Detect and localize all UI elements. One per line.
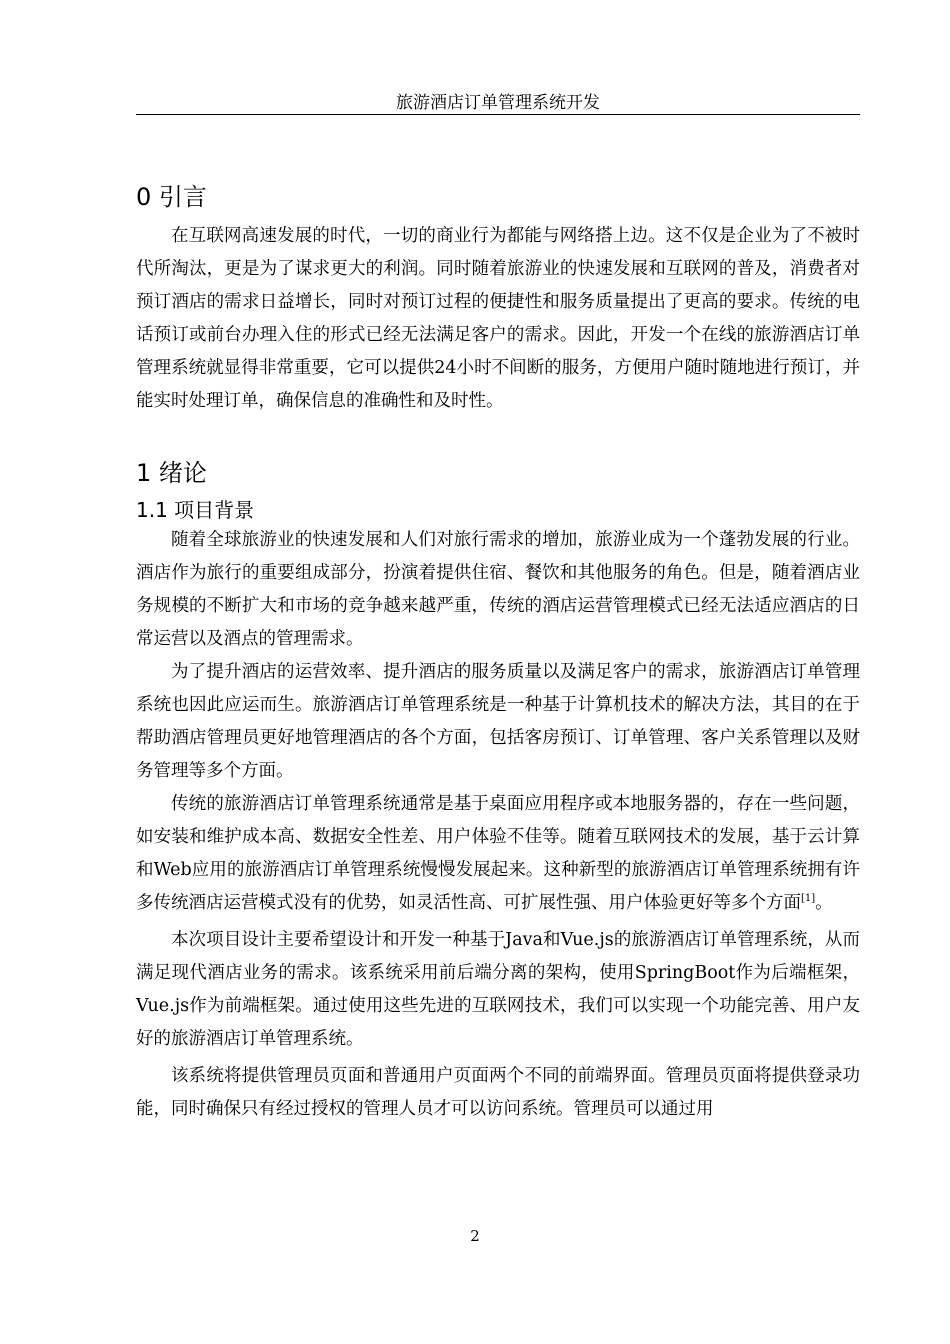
subsection-heading-background: 1.1 项目背景 [136,498,255,522]
citation-ref: [1] [801,893,816,905]
section-heading-intro: 0 引言 [136,183,207,211]
page-content [136,180,860,1126]
page-number: 2 [470,1227,480,1245]
section-heading-chapter1: 1 绪论 [136,459,207,487]
running-header: 旅游酒店订单管理系统开发 [396,93,600,113]
header-rule [136,114,860,115]
background-paragraph-3 [136,788,860,920]
background-paragraph-2: 为了提升酒店的运营效率、提升酒店的服务质量以及满足客户的需求，旅游酒店订单管理系统也因此应运而生。旅游酒店订单管理系统是一种基于计算机技术的解决方法，其目的在于帮助酒店管理员更好地管理酒店的各个方面，包括客房预订、订单管理、客户关系管理以及财务管理等多个方面。 [136,662,860,781]
background-paragraph-3-tail: 。 [815,893,833,913]
background-paragraph-5: 该系统将提供管理员页面和普通用户页面两个不同的前端界面。管理员页面将提供登录功能，同时确保只有经过授权的管理人员才可以访问系统。管理员可以通过用 [136,1066,860,1119]
intro-paragraph: 在互联网高速发展的时代，一切的商业行为都能与网络搭上边。这不仅是企业为了不被时代所淘汰，更是为了谋求更大的利润。同时随着旅游业的快速发展和互联网的普及，消费者对预订酒店的需求日益增长，同时对预订过程的便捷性和服务质量提出了更高的要求。传统的电话预订或前台办理入住的形式已经无法满足客户的需求。因此，开发一个在线的旅游酒店订单管理系统就显得非常重要，它可以提供24小时不间断的服务，方便用户随时随地进行预订，并能实时处理订单，确保信息的准确性和及时性。 [136,226,860,411]
background-paragraph-1: 随着全球旅游业的快速发展和人们对旅行需求的增加，旅游业成为一个蓬勃发展的行业。酒店作为旅行的重要组成部分，扮演着提供住宿、餐饮和其他服务的角色。但是，随着酒店业务规模的不断扩大和市场的竞争越来越严重，传统的酒店运营管理模式已经无法适应酒店的日常运营以及酒点的管理需求。 [136,530,860,649]
background-paragraph-3-text: 传统的旅游酒店订单管理系统通常是基于桌面应用程序或本地服务器的，存在一些问题，如安装和维护成本高、数据安全性差、用户体验不佳等。随着互联网技术的发展，基于云计算和Web应用的旅游酒店订单管理系统慢慢发展起来。这种新型的旅游酒店订单管理系统拥有许多传统酒店运营模式没有的优势，如灵活性高、可扩展性强、用户体验更好等多个方面 [136,794,860,913]
background-paragraph-4: 本次项目设计主要希望设计和开发一种基于Java和Vue.js的旅游酒店订单管理系统，从而满足现代酒店业务的需求。该系统采用前后端分离的架构，使用SpringBoot作为后端框架，Vue.js作为前端框架。通过使用这些先进的互联网技术，我们可以实现一个功能完善、用户友好的旅游酒店订单管理系统。 [136,930,860,1049]
